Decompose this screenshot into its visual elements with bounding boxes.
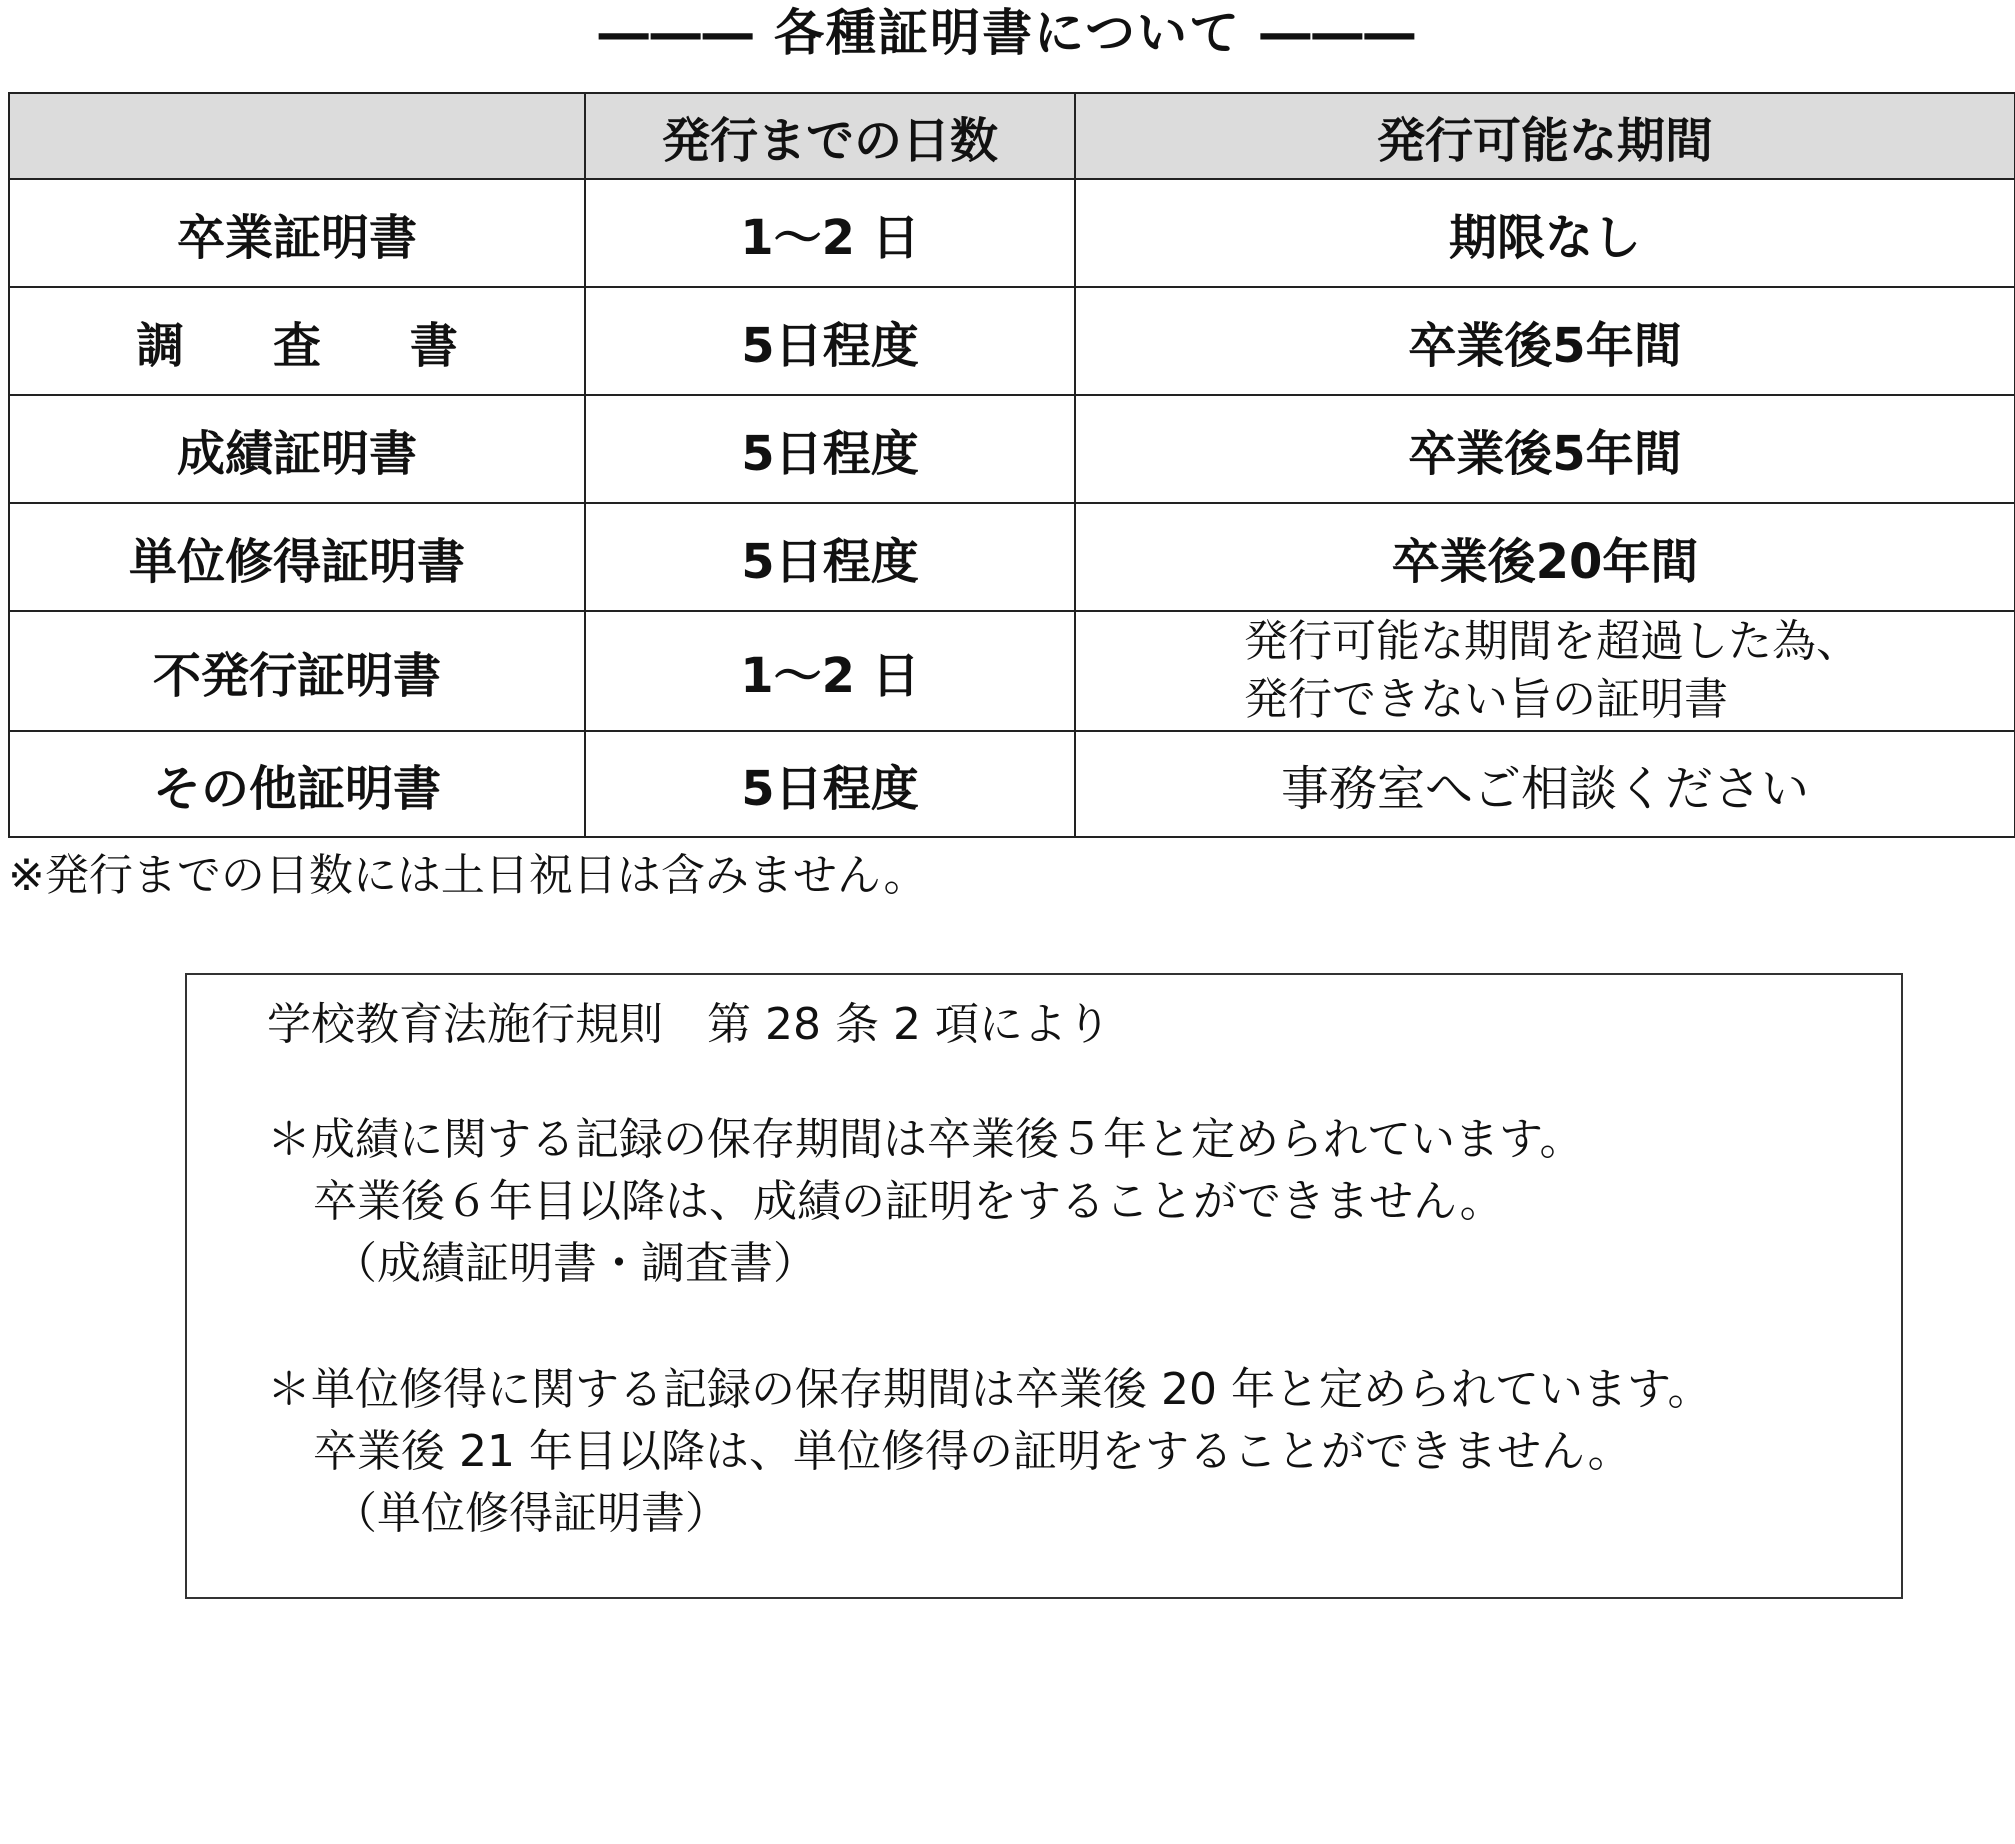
- certificate-name: 不発行証明書: [9, 611, 585, 731]
- issue-period: 事務室へご相談ください: [1075, 731, 2015, 837]
- regulation-line: 卒業後６年目以降は、成績の証明をすることができません。: [313, 1176, 1504, 1227]
- issue-days: 1～2 日: [585, 611, 1075, 731]
- table-header-row: [9, 93, 2015, 179]
- issue-period: 卒業後5年間: [1075, 287, 2015, 395]
- header-certificate-type: [9, 93, 585, 179]
- regulation-line: （成績証明書・調査書）: [333, 1238, 817, 1289]
- regulation-line: ＊単位修得に関する記録の保存期間は卒業後 20 年と定められています。: [267, 1364, 1712, 1415]
- issue-days: 5日程度: [585, 731, 1075, 837]
- table-row: [9, 611, 2015, 731]
- issue-days: 1～2 日: [585, 179, 1075, 287]
- certificate-name: 卒業証明書: [9, 179, 585, 287]
- table-row: [9, 395, 2015, 503]
- issue-period: 期限なし: [1075, 179, 2015, 287]
- table-row: [9, 287, 2015, 395]
- certificate-table: [8, 92, 2015, 838]
- issue-period: 卒業後5年間: [1075, 395, 2015, 503]
- table-row: [9, 503, 2015, 611]
- regulation-line: ＊成績に関する記録の保存期間は卒業後５年と定められています。: [267, 1114, 1584, 1165]
- page-title: ――― 各種証明書について ―――: [598, 4, 1417, 62]
- issue-period: 卒業後20年間: [1075, 503, 2015, 611]
- regulation-line: （単位修得証明書）: [333, 1488, 729, 1539]
- regulation-box: [185, 973, 1903, 1599]
- issue-period-note-line: 発行できない旨の証明書: [1244, 674, 1728, 725]
- header-issue-period: 発行可能な期間: [1075, 93, 2015, 179]
- certificate-name: 成績証明書: [9, 395, 585, 503]
- table-row: [9, 179, 2015, 287]
- footnote: ※発行までの日数には土日祝日は含みません。: [8, 850, 928, 901]
- header-issue-days: 発行までの日数: [585, 93, 1075, 179]
- issue-days: 5日程度: [585, 395, 1075, 503]
- issue-period-note-line: 発行可能な期間を超過した為、: [1244, 616, 1860, 667]
- regulation-line: 卒業後 21 年目以降は、単位修得の証明をすることができません。: [313, 1426, 1632, 1477]
- regulation-item-grades: [267, 1109, 1583, 1295]
- table-row: [9, 731, 2015, 837]
- issue-period-note: [1075, 611, 2015, 731]
- issue-days: 5日程度: [585, 503, 1075, 611]
- certificate-name: 単位修得証明書: [9, 503, 585, 611]
- regulation-heading: 学校教育法施行規則 第 28 条 2 項により: [267, 999, 1111, 1050]
- regulation-item-credits: [267, 1359, 1711, 1545]
- issue-days: 5日程度: [585, 287, 1075, 395]
- certificate-name: 調 査 書: [9, 287, 585, 395]
- certificate-name: その他証明書: [9, 731, 585, 837]
